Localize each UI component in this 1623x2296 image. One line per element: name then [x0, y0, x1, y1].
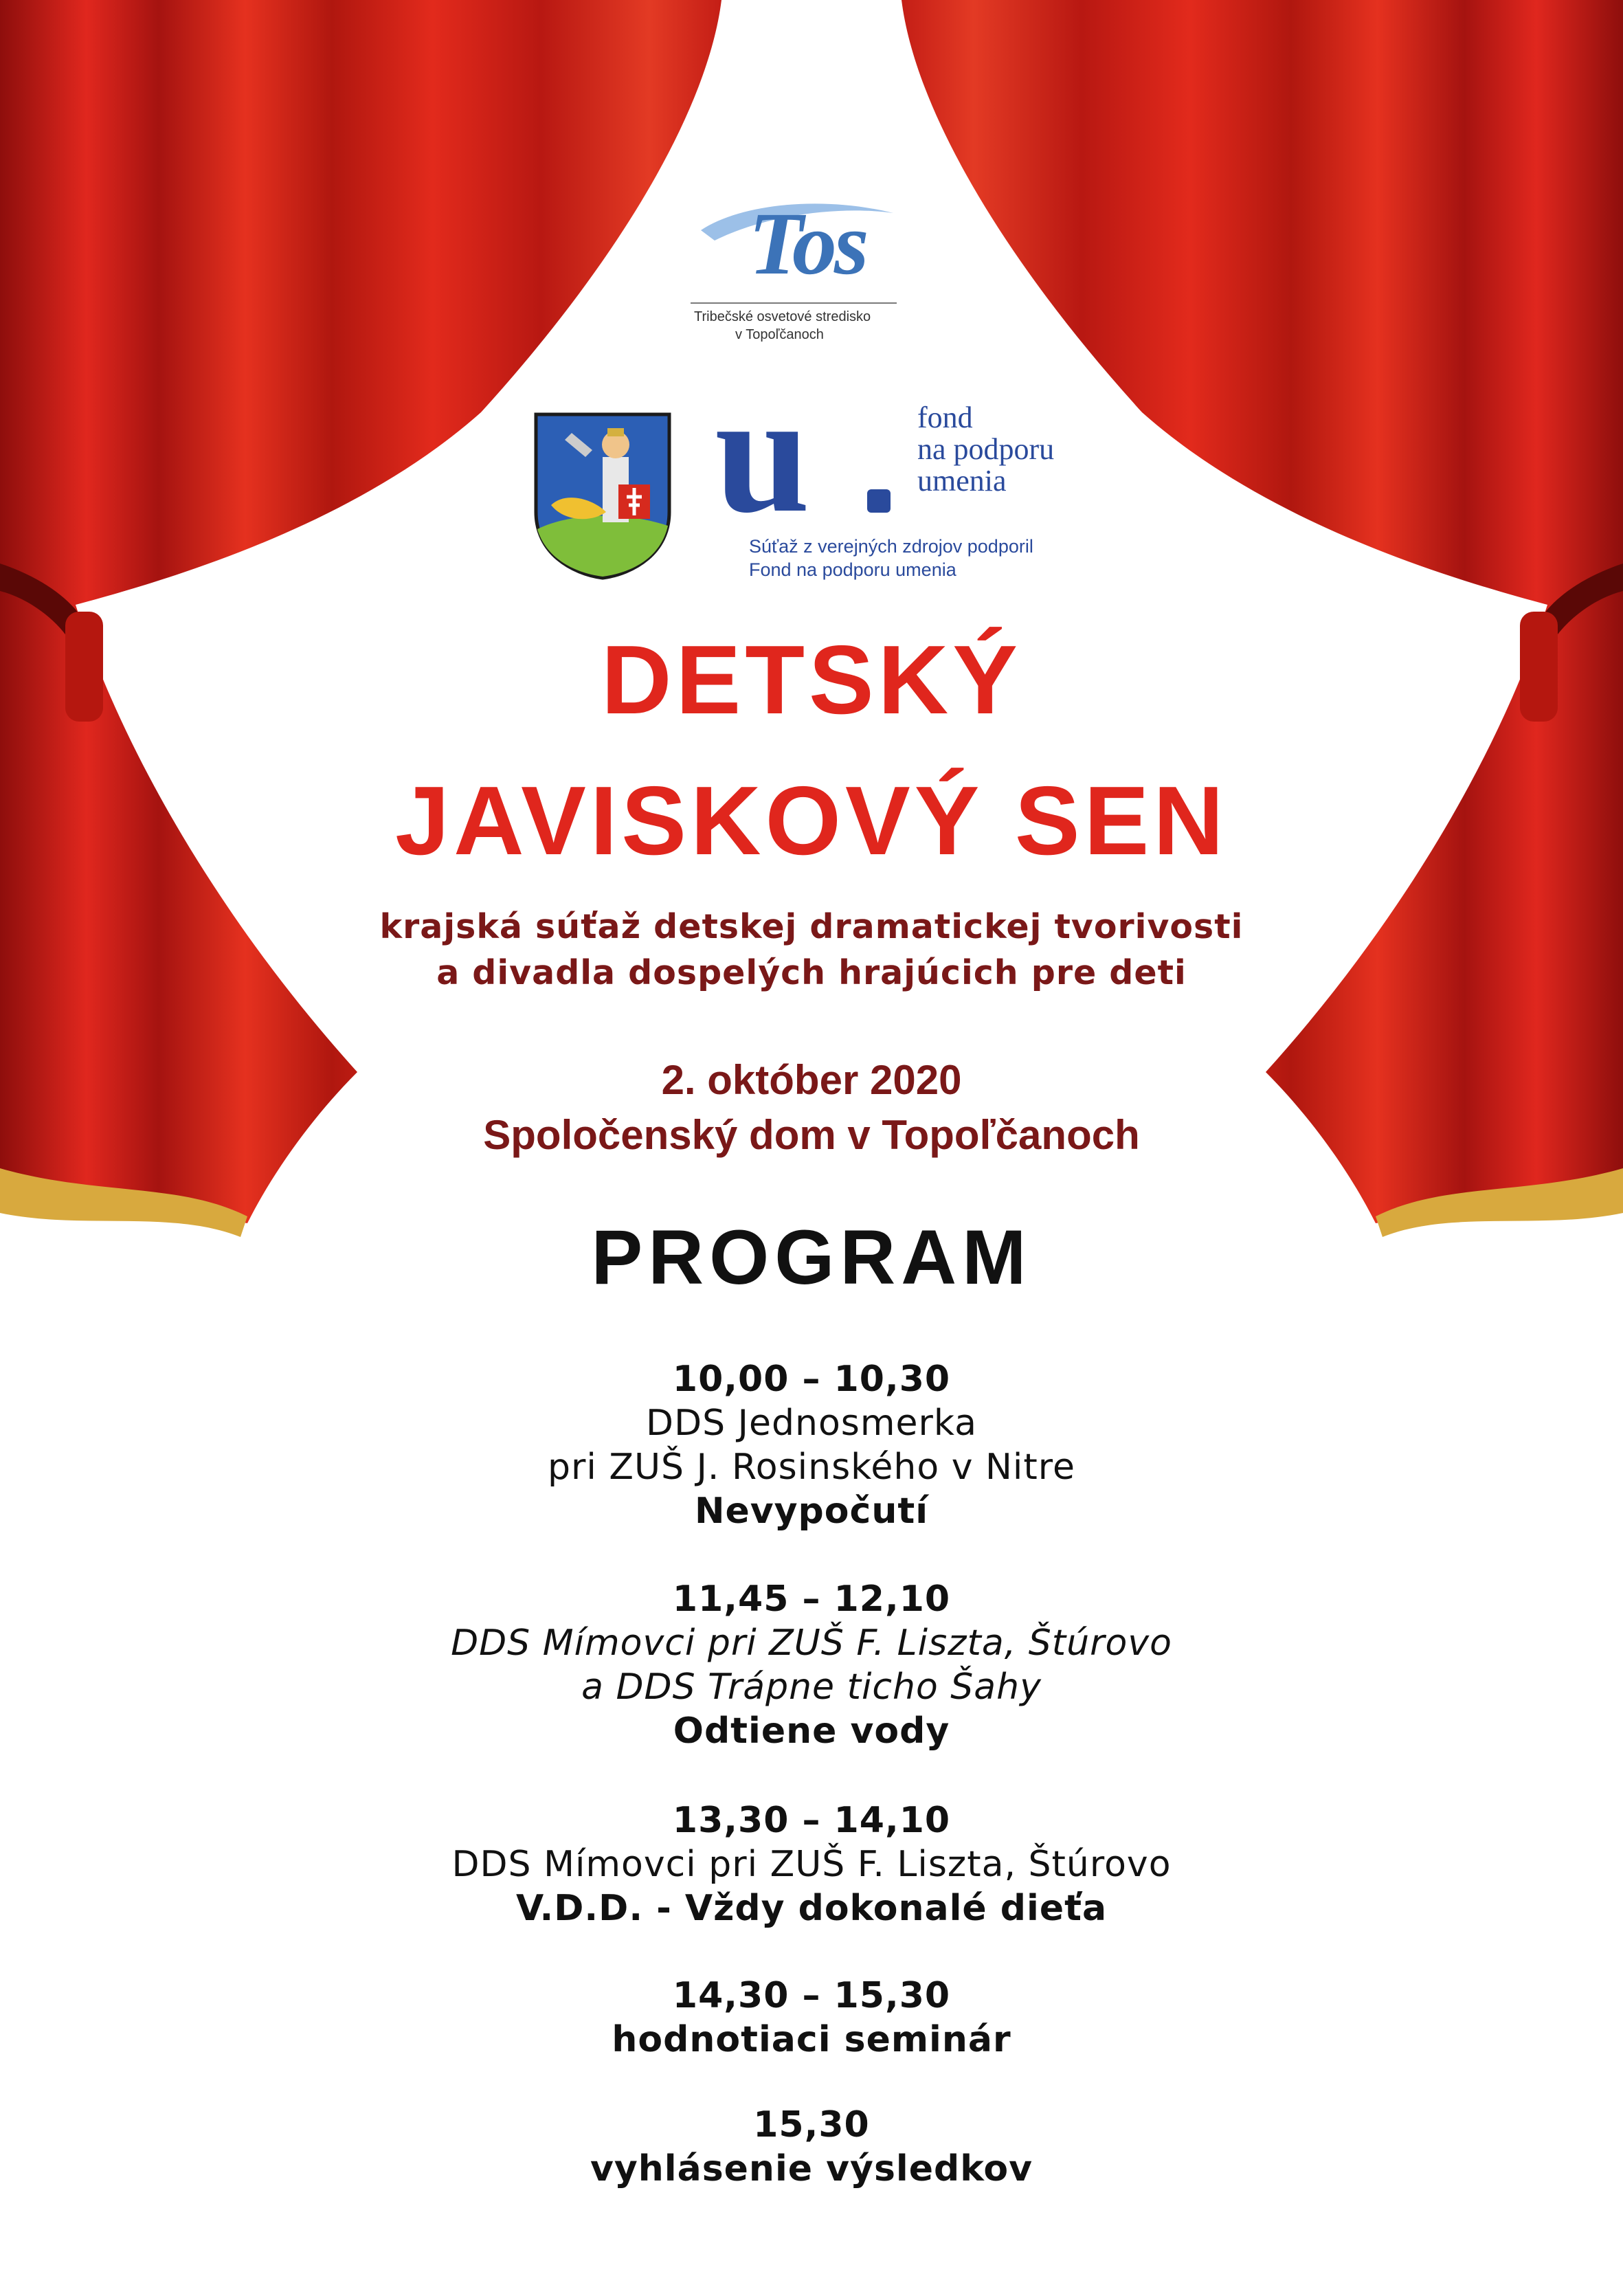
program-time: 14,30 – 15,30 [672, 1975, 951, 2016]
program-performer: a DDS Trápne ticho Šahy [581, 1667, 1042, 1708]
program-time: 13,30 – 14,10 [672, 1800, 951, 1841]
program-item [0, 1974, 1623, 2062]
program-item [0, 1357, 1623, 1533]
program-play-title: V.D.D. - Vždy dokonalé dieťa [515, 1888, 1108, 1929]
coat-of-arms-icon [530, 409, 675, 581]
program-item [0, 1577, 1623, 1753]
tos-caption [694, 308, 900, 344]
fund-note-line2: Fond na podporu umenia [749, 559, 956, 580]
fund-logo-dot [867, 489, 891, 513]
program-time: 11,45 – 12,10 [672, 1579, 951, 1620]
program-item [0, 2103, 1623, 2191]
program-performer: DDS Mímovci pri ZUŠ F. Liszta, Štúrovo [451, 1844, 1172, 1885]
fund-support-note [749, 535, 1161, 581]
program-time: 10,00 – 10,30 [672, 1359, 951, 1400]
program-play-title: Nevypočutí [694, 1491, 929, 1532]
program-performer: pri ZUŠ J. Rosinského v Nitre [548, 1447, 1075, 1488]
tos-divider [691, 302, 897, 304]
tos-caption-line1: Tribečské osvetové stredisko [694, 309, 871, 324]
title-line1: DETSKÝ [601, 625, 1022, 735]
subtitle-line2: a divadla dospelých hrajúcich pre deti [436, 953, 1187, 992]
tos-logo [687, 194, 914, 357]
program-time: 15,30 [753, 2104, 870, 2145]
program-item [0, 1798, 1623, 1930]
tos-wordmark: Tos [748, 194, 866, 293]
fund-name-line3: umenia [917, 464, 1007, 498]
fund-name-line1: fond [917, 401, 973, 434]
program-heading: PROGRAM [591, 1214, 1032, 1300]
fund-name-line2: na podporu [917, 432, 1055, 466]
fund-logo-mark: u [715, 358, 811, 548]
fund-note-line1: Súťaž z verejných zdrojov podporil [749, 536, 1033, 557]
program-play-title: vyhlásenie výsledkov [590, 2148, 1033, 2189]
event-date: 2. október 2020 [661, 1057, 962, 1103]
fund-name [917, 402, 1096, 497]
title-line2: JAVISKOVÝ SEN [395, 766, 1228, 876]
tos-caption-line2: v Topoľčanoch [735, 327, 824, 342]
program-performer: DDS Mímovci pri ZUŠ F. Liszta, Štúrovo [451, 1623, 1172, 1664]
program-performer: DDS Jednosmerka [646, 1403, 977, 1444]
event-venue: Spoločenský dom v Topoľčanoch [483, 1112, 1140, 1158]
program-play-title: hodnotiaci seminár [612, 2019, 1011, 2060]
program-play-title: Odtiene vody [673, 1710, 950, 1752]
subtitle-line1: krajská súťaž detskej dramatickej tvorivosti [379, 907, 1244, 946]
